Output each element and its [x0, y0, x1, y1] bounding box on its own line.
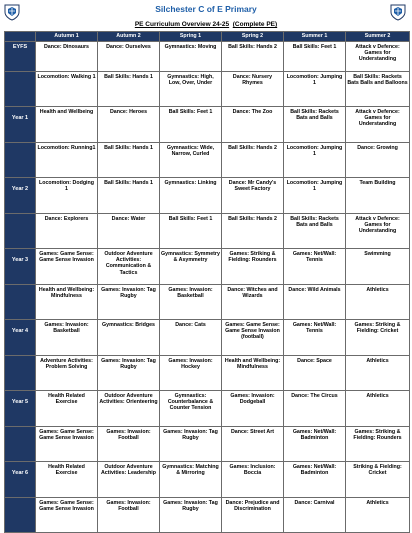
- unit-cell: Ball Skills: Hands 1: [98, 178, 160, 214]
- year-label: EYFS: [5, 42, 36, 72]
- unit-cell: Health and Wellbeing: Mindfulness: [222, 356, 284, 391]
- unit-cell: Dance: Mr Candy's Sweet Factory: [222, 178, 284, 214]
- unit-cell: Games: Striking & Fielding: Rounders: [346, 427, 410, 462]
- unit-cell: Gymnastics: Symmetry & Asymmetry: [160, 249, 222, 285]
- column-header: Summer 1: [284, 32, 346, 42]
- year-label: [5, 72, 36, 107]
- header-corner: [5, 32, 36, 42]
- year-label: [5, 356, 36, 391]
- unit-cell: Outdoor Adventure Activities: Leadership: [98, 462, 160, 498]
- column-header: Spring 2: [222, 32, 284, 42]
- year-label: Year 3: [5, 249, 36, 285]
- column-header: Autumn 1: [36, 32, 98, 42]
- unit-cell: Athletics: [346, 285, 410, 320]
- unit-cell: Gymnastics: Matching & Mirroring: [160, 462, 222, 498]
- unit-cell: Attack v Defence: Games for Understanding: [346, 214, 410, 249]
- unit-cell: Dance: The Zoo: [222, 107, 284, 143]
- unit-cell: Gymnastics: Moving: [160, 42, 222, 72]
- unit-cell: Games: Invasion: Tag Rugby: [160, 498, 222, 533]
- column-header: Spring 1: [160, 32, 222, 42]
- curriculum-table: [4, 31, 410, 533]
- unit-cell: Dance: Wild Animals: [284, 285, 346, 320]
- year-label: [5, 143, 36, 178]
- table-row: [5, 320, 410, 356]
- unit-cell: Dance: Street Art: [222, 427, 284, 462]
- unit-cell: Ball Skills: Hands 1: [98, 72, 160, 107]
- unit-cell: Gymnastics: Bridges: [98, 320, 160, 356]
- unit-cell: Dance: Prejudice and Discrimination: [222, 498, 284, 533]
- table-row: [5, 72, 410, 107]
- table-row: [5, 249, 410, 285]
- unit-cell: Dance: Water: [98, 214, 160, 249]
- unit-cell: Games: Invasion: Basketball: [160, 285, 222, 320]
- unit-cell: Health Related Exercise: [36, 462, 98, 498]
- unit-cell: Games: Invasion: Hockey: [160, 356, 222, 391]
- year-label: [5, 498, 36, 533]
- unit-cell: Games: Invasion: Dodgeball: [222, 391, 284, 427]
- table-row: [5, 462, 410, 498]
- unit-cell: Games: Game Sense: Game Sense Invasion (football): [222, 320, 284, 356]
- year-label: Year 6: [5, 462, 36, 498]
- unit-cell: Gymnastics: High, Low, Over, Under: [160, 72, 222, 107]
- table-row: [5, 356, 410, 391]
- unit-cell: Gymnastics: Linking: [160, 178, 222, 214]
- unit-cell: Games: Invasion: Tag Rugby: [160, 427, 222, 462]
- year-label: Year 4: [5, 320, 36, 356]
- unit-cell: Ball Skills: Rackets Bats Balls and Balloons: [346, 72, 410, 107]
- unit-cell: Ball Skills: Rackets Bats and Balls: [284, 107, 346, 143]
- unit-cell: Dance: Ourselves: [98, 42, 160, 72]
- page-subtitle: [0, 21, 412, 28]
- table-row: [5, 214, 410, 249]
- unit-cell: Locomotion: Walking 1: [36, 72, 98, 107]
- unit-cell: Locomotion: Dodging 1: [36, 178, 98, 214]
- unit-cell: Attack v Defence: Games for Understanding: [346, 42, 410, 72]
- unit-cell: Gymnastics: Counterbalance & Counter Tension: [160, 391, 222, 427]
- unit-cell: Games: Striking & Fielding: Rounders: [222, 249, 284, 285]
- unit-cell: Ball Skills: Feet 1: [160, 214, 222, 249]
- unit-cell: Attack v Defence: Games for Understanding: [346, 107, 410, 143]
- table-row: [5, 178, 410, 214]
- unit-cell: Adventure Activities: Problem Solving: [36, 356, 98, 391]
- unit-cell: Ball Skills: Hands 2: [222, 42, 284, 72]
- unit-cell: Health and Wellbeing: Mindfulness: [36, 285, 98, 320]
- unit-cell: Health Related Exercise: [36, 391, 98, 427]
- subtitle-suffix: (Complete PE): [232, 21, 278, 28]
- year-label: Year 1: [5, 107, 36, 143]
- unit-cell: Dance: Carnival: [284, 498, 346, 533]
- unit-cell: Locomotion: Jumping 1: [284, 178, 346, 214]
- unit-cell: Athletics: [346, 356, 410, 391]
- unit-cell: Games: Inclusion: Boccia: [222, 462, 284, 498]
- unit-cell: Ball Skills: Hands 2: [222, 214, 284, 249]
- unit-cell: Locomotion: Running1: [36, 143, 98, 178]
- unit-cell: Games: Game Sense: Game Sense Invasion: [36, 427, 98, 462]
- year-label: [5, 427, 36, 462]
- column-header: Summer 2: [346, 32, 410, 42]
- unit-cell: Games: Invasion: Tag Rugby: [98, 285, 160, 320]
- unit-cell: Games: Game Sense: Game Sense Invasion: [36, 498, 98, 533]
- year-label: Year 5: [5, 391, 36, 427]
- subtitle-text: PE Curriculum Overview 24-25: [134, 21, 230, 28]
- unit-cell: Swimming: [346, 249, 410, 285]
- table-row: [5, 285, 410, 320]
- unit-cell: Dance: Dinosaurs: [36, 42, 98, 72]
- unit-cell: Dance: Growing: [346, 143, 410, 178]
- unit-cell: Games: Net/Wall: Badminton: [284, 462, 346, 498]
- unit-cell: Games: Invasion: Football: [98, 427, 160, 462]
- unit-cell: Ball Skills: Feet 1: [284, 42, 346, 72]
- year-label: Year 2: [5, 178, 36, 214]
- table-row: [5, 427, 410, 462]
- unit-cell: Ball Skills: Rackets Bats and Balls: [284, 214, 346, 249]
- unit-cell: Athletics: [346, 498, 410, 533]
- page-title: Silchester C of E Primary: [155, 4, 257, 14]
- unit-cell: Ball Skills: Hands 2: [222, 143, 284, 178]
- unit-cell: Dance: Cats: [160, 320, 222, 356]
- unit-cell: Games: Invasion: Tag Rugby: [98, 356, 160, 391]
- unit-cell: Locomotion: Jumping 1: [284, 72, 346, 107]
- unit-cell: Locomotion: Jumping 1: [284, 143, 346, 178]
- unit-cell: Dance: Heroes: [98, 107, 160, 143]
- column-header: Autumn 2: [98, 32, 160, 42]
- unit-cell: Games: Game Sense: Game Sense Invasion: [36, 249, 98, 285]
- unit-cell: Outdoor Adventure Activities: Orienteering: [98, 391, 160, 427]
- unit-cell: Outdoor Adventure Activities: Communication & Tactics: [98, 249, 160, 285]
- unit-cell: Ball Skills: Feet 1: [160, 107, 222, 143]
- unit-cell: Games: Striking & Fielding: Cricket: [346, 320, 410, 356]
- table-row: [5, 143, 410, 178]
- table-row: [5, 391, 410, 427]
- unit-cell: Team Building: [346, 178, 410, 214]
- unit-cell: Gymnastics: Wide, Narrow, Curled: [160, 143, 222, 178]
- year-label: [5, 214, 36, 249]
- unit-cell: Games: Invasion: Football: [98, 498, 160, 533]
- unit-cell: Ball Skills: Hands 1: [98, 143, 160, 178]
- unit-cell: Dance: Space: [284, 356, 346, 391]
- table-row: [5, 498, 410, 533]
- unit-cell: Health and Wellbeing: [36, 107, 98, 143]
- unit-cell: Athletics: [346, 391, 410, 427]
- table-header-row: [5, 32, 410, 42]
- unit-cell: Dance: Nursery Rhymes: [222, 72, 284, 107]
- table-row: [5, 107, 410, 143]
- unit-cell: Dance: The Circus: [284, 391, 346, 427]
- unit-cell: Games: Net/Wall: Tennis: [284, 320, 346, 356]
- unit-cell: Games: Net/Wall: Tennis: [284, 249, 346, 285]
- unit-cell: Dance: Witches and Wizards: [222, 285, 284, 320]
- unit-cell: Games: Net/Wall: Badminton: [284, 427, 346, 462]
- unit-cell: Dance: Explorers: [36, 214, 98, 249]
- table-row: [5, 42, 410, 72]
- unit-cell: Striking & Fielding: Cricket: [346, 462, 410, 498]
- unit-cell: Games: Invasion: Basketball: [36, 320, 98, 356]
- year-label: [5, 285, 36, 320]
